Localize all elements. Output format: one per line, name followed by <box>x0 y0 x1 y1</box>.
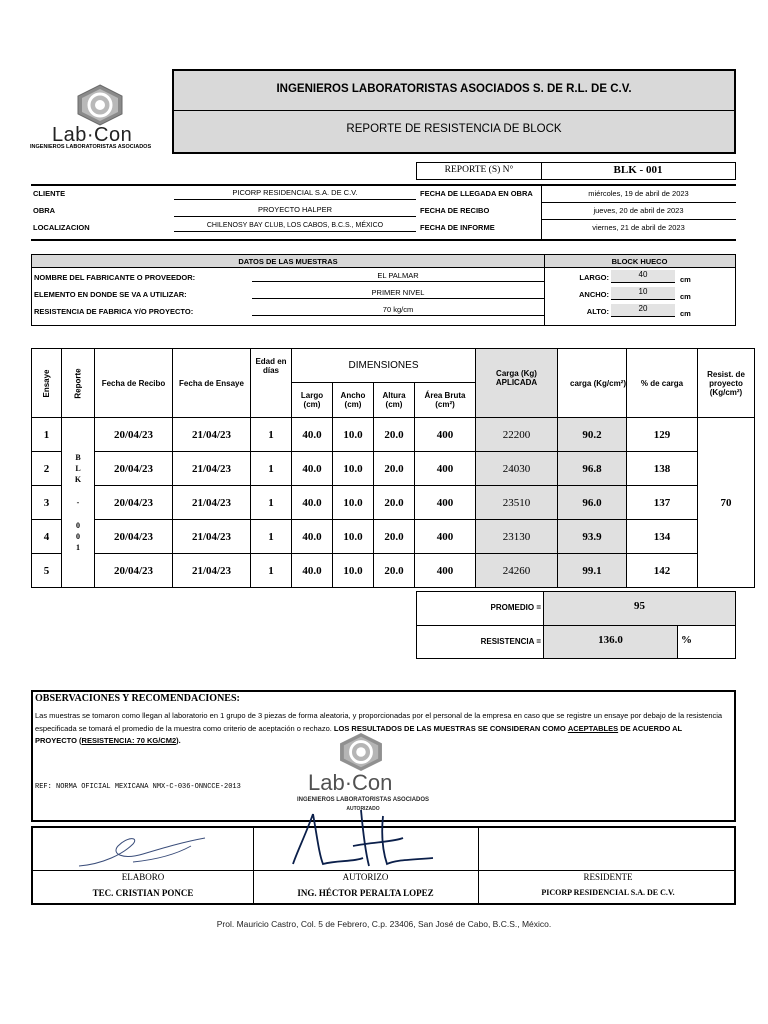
row-ensaye-number: 1 <box>32 418 62 452</box>
cell-ensaye: 21/04/23 <box>173 452 251 486</box>
observations-box <box>31 690 736 822</box>
fabricante-value: EL PALMAR <box>252 271 544 282</box>
header-pct-carga: % de carga <box>627 349 698 418</box>
ancho-value: 10 <box>611 287 675 300</box>
recibo-label: FECHA DE RECIBO <box>420 206 490 215</box>
cell-carga: 24260 <box>476 554 558 588</box>
alto-label: ALTO: <box>586 307 609 316</box>
logo-subtitle: INGENIEROS LABORATORISTAS ASOCIADOS <box>30 144 152 150</box>
alto-value: 20 <box>611 304 675 317</box>
recibo-value: jueves, 20 de abril de 2023 <box>593 206 684 215</box>
row-report-code <box>62 418 95 588</box>
llegada-value: miércoles, 19 de abril de 2023 <box>588 189 689 198</box>
report-code-char: 1 <box>76 543 80 552</box>
cell-carga: 22200 <box>476 418 558 452</box>
cell-recibo: 20/04/23 <box>95 486 173 520</box>
header-box <box>172 69 736 154</box>
cell-largo: 40.0 <box>292 520 333 554</box>
autorizo-name: ING. HÉCTOR PERALTA LOPEZ <box>297 888 434 898</box>
cell-carga: 23510 <box>476 486 558 520</box>
header-reporte: Reporte <box>62 349 95 418</box>
observations-text: Las muestras se tomaron como llegan al laboratorio en 1 grupo de 3 piezas de forma aleatoria, y proporcionadas por el personal de la empresa en caso que se registre un ensaye por debajo de la resistencia especificada se tomará el promedio de la muestra como criterio de aceptación o rechazo. LOS RESULTADOS DE LAS MUESTRAS SE CONSIDERAN COMO ACEPTABLES DE ACUERDO AL PROYECTO (RESISTENCIA: 70 KG/CM2). <box>35 711 723 745</box>
cell-altura: 20.0 <box>374 520 415 554</box>
report-title: REPORTE DE RESISTENCIA DE BLOCK <box>346 123 562 135</box>
header-resist-proyecto: Resist. de proyecto (Kg/cm²) <box>698 349 755 418</box>
header-carga-aplicada: Carga (Kg) APLICADA <box>476 349 558 418</box>
cell-pct: 137 <box>627 486 698 520</box>
report-code-char: 0 <box>76 532 80 541</box>
cell-edad: 1 <box>251 520 292 554</box>
resistencia-value: 136.0 <box>598 634 623 646</box>
cell-ancho: 10.0 <box>333 418 374 452</box>
cell-ensaye: 21/04/23 <box>173 486 251 520</box>
llegada-label: FECHA DE LLEGADA EN OBRA <box>420 189 533 198</box>
samples-box <box>31 254 736 326</box>
row-ensaye-number: 2 <box>32 452 62 486</box>
obra-value: PROYECTO HALPER <box>174 205 416 217</box>
residente-label: RESIDENTE <box>583 872 633 882</box>
alto-unit: cm <box>680 309 691 318</box>
table-row <box>32 486 755 520</box>
table-row <box>32 554 755 588</box>
cell-ancho: 10.0 <box>333 486 374 520</box>
company-name: INGENIEROS LABORATORISTAS ASOCIADOS S. DE R.L. DE C.V. <box>276 83 632 95</box>
header-ensaye: Ensaye <box>32 349 62 418</box>
signatures-box <box>31 826 736 905</box>
promedio-label: PROMEDIO = <box>490 603 541 612</box>
cell-ensaye: 21/04/23 <box>173 554 251 588</box>
cell-area: 400 <box>415 520 476 554</box>
table-row <box>32 520 755 554</box>
header-fecha-recibo: Fecha de Recibo <box>95 349 173 418</box>
stamp-emblem-icon <box>336 732 386 772</box>
footer-address: Prol. Mauricio Castro, Col. 5 de Febrero, C.p. 23406, San José de Cabo, B.C.S., México. <box>216 919 552 929</box>
table-row <box>32 452 755 486</box>
largo-value: 40 <box>611 270 675 283</box>
results-table <box>31 348 755 588</box>
largo-label: LARGO: <box>579 273 609 282</box>
header-area: Área Bruta (cm²) <box>415 383 476 418</box>
resist-proyecto-value: 70 <box>698 418 755 588</box>
informe-value: viernes, 21 de abril de 2023 <box>592 223 685 232</box>
report-number-label: REPORTE (S) N° <box>444 165 514 175</box>
report-code-char: B <box>75 453 81 462</box>
elemento-label: ELEMENTO EN DONDE SE VA A UTILIZAR: <box>34 290 187 299</box>
header-dimensiones: DIMENSIONES <box>292 349 476 383</box>
company-logo <box>30 84 172 154</box>
header-carga-kgcm: carga (Kg/cm²) <box>558 349 627 418</box>
cell-largo: 40.0 <box>292 418 333 452</box>
logo-text: Lab·Con <box>52 124 133 146</box>
stamp-subtitle: INGENIEROS LABORATORISTAS ASOCIADOS <box>296 797 430 803</box>
cell-altura: 20.0 <box>374 452 415 486</box>
cliente-label: CLIENTE <box>33 189 66 198</box>
residente-name: PICORP RESIDENCIAL S.A. DE C.V. <box>541 888 675 897</box>
row-ensaye-number: 4 <box>32 520 62 554</box>
resistencia-fabrica-value: 70 kg/cm <box>252 305 544 316</box>
cell-ensaye: 21/04/23 <box>173 520 251 554</box>
cell-area: 400 <box>415 452 476 486</box>
summary-box <box>416 591 736 659</box>
cell-edad: 1 <box>251 486 292 520</box>
cliente-value: PICORP RESIDENCIAL S.A. DE C.V. <box>174 188 416 200</box>
promedio-value: 95 <box>634 600 645 612</box>
ancho-label: ANCHO: <box>579 290 609 299</box>
cell-ancho: 10.0 <box>333 554 374 588</box>
localizacion-value: CHILENOSY BAY CLUB, LOS CABOS, B.C.S., MÉXICO <box>174 222 416 232</box>
cell-area: 400 <box>415 486 476 520</box>
cell-pct: 138 <box>627 452 698 486</box>
cell-kgcm: 99.1 <box>558 554 627 588</box>
cell-ancho: 10.0 <box>333 452 374 486</box>
cell-kgcm: 90.2 <box>558 418 627 452</box>
header-ancho: Ancho (cm) <box>333 383 374 418</box>
cell-ancho: 10.0 <box>333 520 374 554</box>
cell-kgcm: 96.8 <box>558 452 627 486</box>
cell-largo: 40.0 <box>292 452 333 486</box>
cell-edad: 1 <box>251 452 292 486</box>
reference-norma: REF: NORMA OFICIAL MEXICANA NMX-C-036-ONNCCE-2013 <box>35 783 241 791</box>
resistencia-fabrica-label: RESISTENCIA DE FABRICA Y/O PROYECTO: <box>34 307 194 316</box>
autorizo-label: AUTORIZO <box>342 872 389 882</box>
cell-recibo: 20/04/23 <box>95 418 173 452</box>
cell-altura: 20.0 <box>374 418 415 452</box>
report-code-char: 0 <box>76 521 80 530</box>
cell-edad: 1 <box>251 554 292 588</box>
cell-pct: 142 <box>627 554 698 588</box>
block-title: BLOCK HUECO <box>611 257 668 266</box>
cell-carga: 24030 <box>476 452 558 486</box>
cell-recibo: 20/04/23 <box>95 452 173 486</box>
fabricante-label: NOMBRE DEL FABRICANTE O PROVEEDOR: <box>34 273 196 282</box>
elaboro-signature <box>73 834 213 870</box>
report-number: BLK - 001 <box>613 164 663 176</box>
cell-recibo: 20/04/23 <box>95 554 173 588</box>
table-row <box>32 418 755 452</box>
resistencia-pct-sign: % <box>681 634 692 646</box>
report-code-char: K <box>74 475 82 484</box>
report-code-char: - <box>76 498 80 507</box>
samples-title: DATOS DE LAS MUESTRAS <box>238 257 338 266</box>
logo-emblem-icon <box>74 84 126 126</box>
elemento-value: PRIMER NIVEL <box>252 288 544 299</box>
observations-title: OBSERVACIONES Y RECOMENDACIONES: <box>35 693 240 704</box>
header-altura: Altura (cm) <box>374 383 415 418</box>
stamp-text: Lab·Con <box>308 770 393 795</box>
elaboro-label: ELABORO <box>121 872 165 882</box>
report-number-box <box>416 162 736 180</box>
header-edad: Edad en días <box>251 349 292 418</box>
client-info <box>31 184 736 241</box>
header-fecha-ensaye: Fecha de Ensaye <box>173 349 251 418</box>
autorizo-signature <box>283 806 453 870</box>
cell-altura: 20.0 <box>374 554 415 588</box>
cell-area: 400 <box>415 418 476 452</box>
cell-carga: 23130 <box>476 520 558 554</box>
cell-area: 400 <box>415 554 476 588</box>
cell-ensaye: 21/04/23 <box>173 418 251 452</box>
cell-edad: 1 <box>251 418 292 452</box>
cell-pct: 129 <box>627 418 698 452</box>
cell-largo: 40.0 <box>292 554 333 588</box>
stamp-subtitle-2: AUTORIZADO <box>346 806 380 812</box>
row-ensaye-number: 5 <box>32 554 62 588</box>
header-largo: Largo (cm) <box>292 383 333 418</box>
informe-label: FECHA DE INFORME <box>420 223 495 232</box>
cell-kgcm: 96.0 <box>558 486 627 520</box>
cell-kgcm: 93.9 <box>558 520 627 554</box>
cell-pct: 134 <box>627 520 698 554</box>
cell-altura: 20.0 <box>374 486 415 520</box>
localizacion-label: LOCALIZACION <box>33 223 90 232</box>
cell-recibo: 20/04/23 <box>95 520 173 554</box>
elaboro-name: TEC. CRISTIAN PONCE <box>92 888 194 898</box>
ancho-unit: cm <box>680 292 691 301</box>
report-code-char: L <box>75 464 81 473</box>
resistencia-label: RESISTENCIA = <box>480 637 541 646</box>
cell-largo: 40.0 <box>292 486 333 520</box>
row-ensaye-number: 3 <box>32 486 62 520</box>
largo-unit: cm <box>680 275 691 284</box>
obra-label: OBRA <box>33 206 56 215</box>
